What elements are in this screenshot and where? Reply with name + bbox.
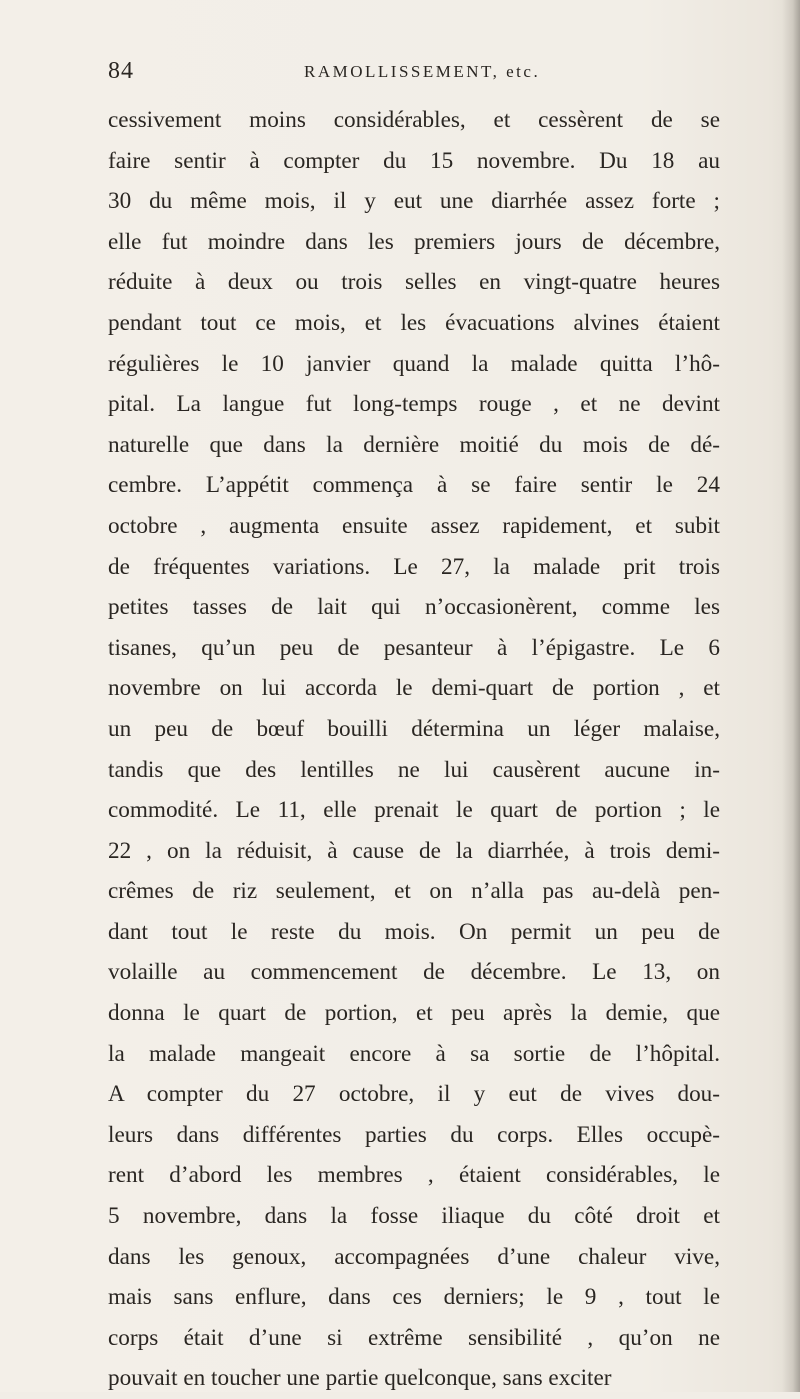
text-line: de fréquentes variations. Le 27, la malade prit trois xyxy=(108,553,720,580)
text-line: pendant tout ce mois, et les évacuations alvines étaient xyxy=(108,309,720,336)
text-line: cessivement moins considérables, et cessèrent de se xyxy=(108,107,720,133)
text-line: naturelle que dans la dernière moitié du mois de dé- xyxy=(108,431,720,458)
text-line: donna le quart de portion, et peu après la demie, que xyxy=(108,1000,720,1027)
text-line: petites tasses de lait qui n’occasionèrent, comme les xyxy=(108,594,720,621)
text-line: la malade mangeait encore à sa sortie de l’hôpital. xyxy=(108,1040,720,1067)
text-line: octobre , augmenta ensuite assez rapidement, et subit xyxy=(108,512,720,539)
text-line: 5 novembre, dans la fosse iliaque du côté droit et xyxy=(108,1203,720,1230)
text-line: tisanes, qu’un peu de pesanteur à l’épigastre. Le 6 xyxy=(108,634,720,661)
text-line: régulières le 10 janvier quand la malade quitta l’hô- xyxy=(108,350,720,377)
text-line: leurs dans différentes parties du corps. Elles occupè- xyxy=(108,1121,720,1148)
text-line: dant tout le reste du mois. On permit un peu de xyxy=(108,918,720,945)
text-line: 22 , on la réduisit, à cause de la diarrhée, à trois demi- xyxy=(108,837,720,864)
text-line: volaille au commencement de décembre. Le 13, on xyxy=(108,959,720,986)
text-line: elle fut moindre dans les premiers jours de décembre, xyxy=(108,228,720,255)
text-line: réduite à deux ou trois selles en vingt-quatre heures xyxy=(108,269,720,296)
body-text xyxy=(108,100,720,1399)
page-number: 84 xyxy=(108,58,134,84)
text-line: mais sans enflure, dans ces derniers; le 9 , tout le xyxy=(108,1284,720,1311)
text-line: pital. La langue fut long-temps rouge , et ne devint xyxy=(108,391,720,418)
text-line: novembre on lui accorda le demi-quart de portion , et xyxy=(108,675,720,702)
page-edge-shadow xyxy=(782,0,800,1392)
text-line: un peu de bœuf bouilli détermina un léger malaise, xyxy=(108,715,720,742)
page-header xyxy=(108,58,708,88)
text-line: A compter du 27 octobre, il y eut de vives dou- xyxy=(108,1081,720,1108)
text-line: 30 du même mois, il y eut une diarrhée assez forte ; xyxy=(108,188,720,215)
text-line: faire sentir à compter du 15 novembre. Du 18 au xyxy=(108,147,720,174)
text-line: crêmes de riz seulement, et on n’alla pas au-delà pen- xyxy=(108,878,720,905)
text-line: pouvait en toucher une partie quelconque, sans exciter xyxy=(108,1365,612,1392)
text-line: commodité. Le 11, elle prenait le quart de portion ; le xyxy=(108,797,720,824)
text-line: cembre. L’appétit commença à se faire sentir le 24 xyxy=(108,472,720,499)
text-line: corps était d’une si extrême sensibilité , qu’on ne xyxy=(108,1324,720,1351)
text-line: rent d’abord les membres , étaient considérables, le xyxy=(108,1162,720,1189)
text-line: dans les genoux, accompagnées d’une chaleur vive, xyxy=(108,1243,720,1270)
text-line: tandis que des lentilles ne lui causèrent aucune in- xyxy=(108,756,720,783)
running-head: RAMOLLISSEMENT, etc. xyxy=(304,62,541,81)
